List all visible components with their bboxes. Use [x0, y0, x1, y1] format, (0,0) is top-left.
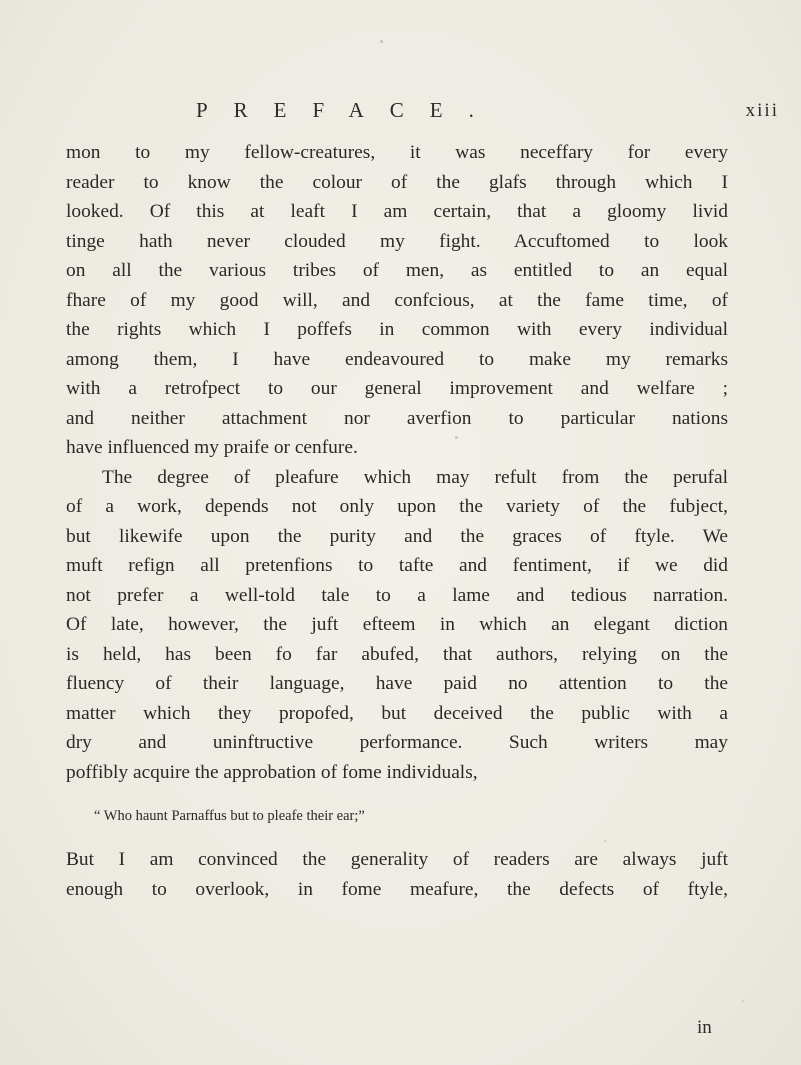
text-line: muft refign all pretenfions to tafte and fentiment, if we did [66, 555, 728, 576]
paragraph-start-line: The degree of pleafure which may refult from the perufal [102, 466, 728, 488]
text-line: is held, has been fo far abufed, that authors, relying on the [66, 643, 728, 665]
text-line: of a work, depends not only upon the variety of the fubject, [66, 496, 728, 517]
paper-speck [742, 1000, 744, 1002]
text-line: with a retrofpect to our general improvement and welfare ; [66, 378, 728, 399]
page-header [0, 98, 801, 128]
text-line: fluency of their language, have paid no attention to the [66, 673, 728, 694]
paper-speck [380, 40, 383, 43]
text-line: matter which they propofed, but deceived the public with a [66, 702, 728, 724]
body-text [66, 138, 728, 904]
text-line: dry and uninftructive performance. Such writers may [66, 732, 728, 753]
text-line: the rights which I poffefs in common with every individual [66, 319, 728, 340]
paper-speck [604, 840, 606, 842]
catchword: in [697, 1017, 712, 1038]
text-line: have influenced my praife or cenfure. [66, 437, 358, 458]
text-line: looked. Of this at leaft I am certain, that a gloomy livid [66, 201, 728, 222]
text-line: but likewife upon the purity and the graces of ftyle. We [66, 525, 728, 547]
paper-speck [455, 436, 458, 439]
text-line: fhare of my good will, and confcious, at the fame time, of [66, 289, 728, 311]
verse-quotation: “ Who haunt Parnaffus but to pleafe their ear;” [94, 808, 365, 824]
running-title: PREFACE. [196, 98, 500, 122]
text-line: Of late, however, the juft efteem in which an elegant diction [66, 614, 728, 635]
text-line: But I am convinced the generality of readers are always juft [66, 849, 728, 870]
page-number: xiii [745, 100, 779, 121]
text-line: poffibly acquire the approbation of fome individuals, [66, 761, 478, 783]
text-line: not prefer a well-told tale to a lame and tedious narration. [66, 584, 728, 606]
text-line: reader to know the colour of the glafs through which I [66, 171, 728, 193]
text-line: tinge hath never clouded my fight. Accuftomed to look [66, 230, 728, 252]
text-line: on all the various tribes of men, as entitled to an equal [66, 260, 728, 281]
text-line: and neither attachment nor averfion to particular nations [66, 407, 728, 429]
text-line: mon to my fellow-creatures, it was neceffary for every [66, 142, 728, 163]
text-line: enough to overlook, in fome meafure, the defects of ftyle, [66, 878, 728, 900]
text-line: among them, I have endeavoured to make my remarks [66, 348, 728, 370]
